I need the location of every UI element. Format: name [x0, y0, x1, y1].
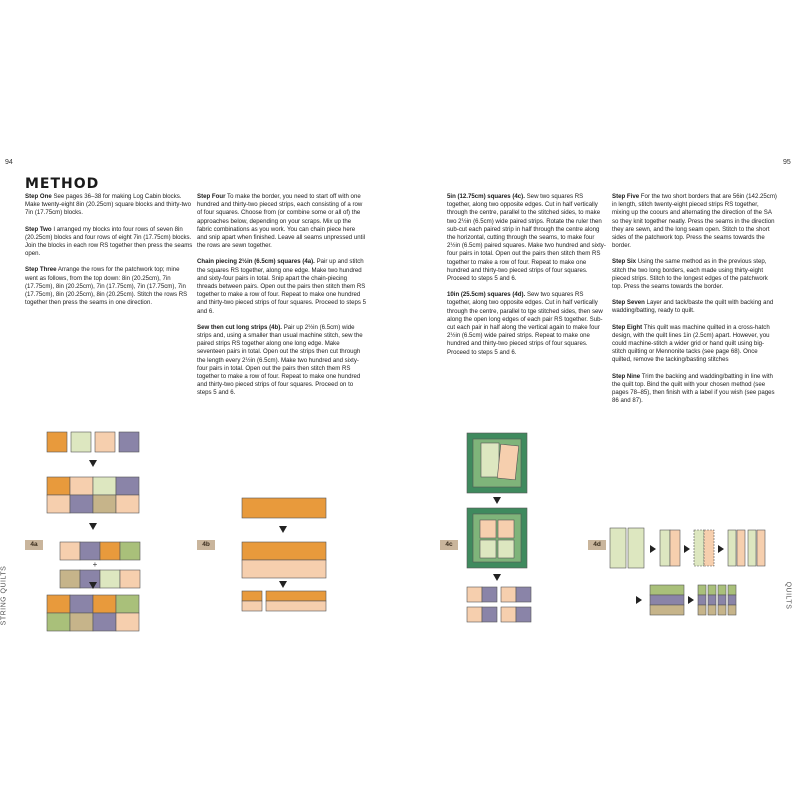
step-two: Step Two I arranged my blocks into four rows of seven 8in (20.25cm) blocks and four rows of eight 7in (17.75cm) blocks. Join the blocks in each row RS together then press the seams open. — [25, 225, 193, 258]
text-column-2 — [197, 193, 367, 406]
method-4a: Chain piecing 2½in (6.5cm) squares (4a). Pair up and stitch the squares RS together, along one edge. Make two hundred and sixty-four pairs in total. Snip apart the chain-piecing threads between pairs. Open out the pairs then stitch them RS together to make a row of four. Repeat to make one hundred and thirty-two pieced strips of four squares. Proceed to steps 5 and 6. — [197, 258, 367, 315]
text-column-1 — [25, 193, 193, 315]
text-column-4 — [612, 193, 777, 413]
diagram-4c — [465, 430, 540, 635]
step-one: Step One See pages 36–38 for making Log Cabin blocks. Make twenty-eight 8in (20.25cm) square blocks and thirty-two 7in (17.75cm) blocks. — [25, 193, 191, 217]
svg-text:+: + — [92, 560, 98, 569]
step-three: Step Three Arrange the rows for the patchwork top; mine went as follows, from the top down: 8in (20.25cm), 7in (17.75cm), 8in (20.25cm), 7in (17.75cm), 7in (17.75cm), 7in (17.75cm), 8in (20.25cm), 8in (20.25cm). Stitch the rows RS together then press the seams in one direction. — [25, 266, 188, 307]
step-seven: Step Seven Layer and tack/baste the quilt with backing and wadding/batting, ready to quilt. — [612, 299, 774, 315]
side-label-left: STRING QUILTS — [0, 565, 8, 626]
diagram-4a — [45, 430, 145, 635]
diagram-4b — [240, 495, 330, 615]
page-number-left: 94 — [5, 159, 13, 166]
method-4d: 10in (25.5cm) squares (4d). Sew two squares RS together, along two opposite edges. Cut in half vertically through the centre, parallel to tge stitched sides, then sew along the open long edges of each pair RS together. Sub-cut each pair in half along the vertical again to make four 2½in (6.5cm) wide paired strips. Repeat to make one hundred and thirty-two pieced strips of four squares. Proceed to steps 5 and 6. — [447, 291, 603, 356]
page-title: METHOD — [25, 176, 100, 192]
step-five: Step Five For the two short borders that are 56in (142.25cm) in length, stitch twenty-eight pieced strips RS together, mixing up the coours and alternating the direction of the SA so they knit together neatly. Press the seams in the direction they are sewn, and the long seam open. Stitch to the short sides of the patchwork top. Press the seams towards the border. — [612, 193, 777, 250]
method-4c: 5in (12.75cm) squares (4c). Sew two squares RS together, along two opposite edges. Cut in half vertically through the centre, parallel to the stitched sides, to make two 2½in (6.5cm) wide paired strips. Rotate the ruler then sub-cut each paired strip in half through the centre along the horizontal, cutting through the seams, to make four 2½in (6.5cm) paired squares. Make two hundred and sixty-four pairs in total. Open out the pairs then stitch them RS together to make a row of four. Repeat to make one hundred and thirty-two pieced strips of four squares. Proceed to steps 5 and 6. — [447, 193, 606, 283]
text-column-3 — [447, 193, 607, 365]
step-nine: Step Nine Trim the backing and wadding/batting in line with the quilt top. Bind the quilt with your chosen method (see pages 78–85), then finish with a label if you wish (see pages 86 and 87). — [612, 372, 775, 405]
figure-label-4c: 4c — [440, 540, 458, 550]
figure-label-4b: 4b — [197, 540, 215, 550]
step-four: Step Four To make the border, you need to start off with one hundred and thirty-two pieced strips, each consisting of a row of four squares. Choose from (or combine some or all of) the approaches below, depending on your scraps. Mix up the fabric combinations as you work. You can chain piece here and snip apart when finished. Leave all seams unpressed until the rows are sewn together. — [197, 193, 366, 250]
page-number-right: 95 — [783, 159, 791, 166]
method-4b: Sew then cut long strips (4b). Pair up 2½in (6.5cm) wide strips and, using a smaller than usual machine stitch, sew the paired strips RS together along one long edge. Make seventeen pairs in total. Open out the strips then cut through the length every 2½in (6.5cm). Make two hundred and sixty-four pairs in total. Open out the pairs then stitch them RS together to make a row of four. Repeat to make one hundred and thirty-two pieced strips of four squares. Proceed on to steps 5 and 6. — [197, 323, 363, 397]
diagram-4d — [608, 525, 778, 625]
side-label-right: QUILTS — [784, 581, 792, 610]
figure-label-4a: 4a — [25, 540, 43, 550]
figure-label-4d: 4d — [588, 540, 606, 550]
step-eight: Step Eight This quilt was machine quilted in a cross-hatch design, with the quilt lines 1in (2.5cm) apart. However, you could machine-stitch a wider grid or hand quilt using big-stitch quilting or Mennonite tacks (see page 68). Once quilted, remove the tacking/basting stitches — [612, 323, 770, 364]
step-six: Step Six Using the same method as in the previous step, stitch the two long borders, each made using thirty-eight pieced strips. Stitch to the longest edges of the patchwork top. Press the seams towards the border. — [612, 258, 768, 291]
